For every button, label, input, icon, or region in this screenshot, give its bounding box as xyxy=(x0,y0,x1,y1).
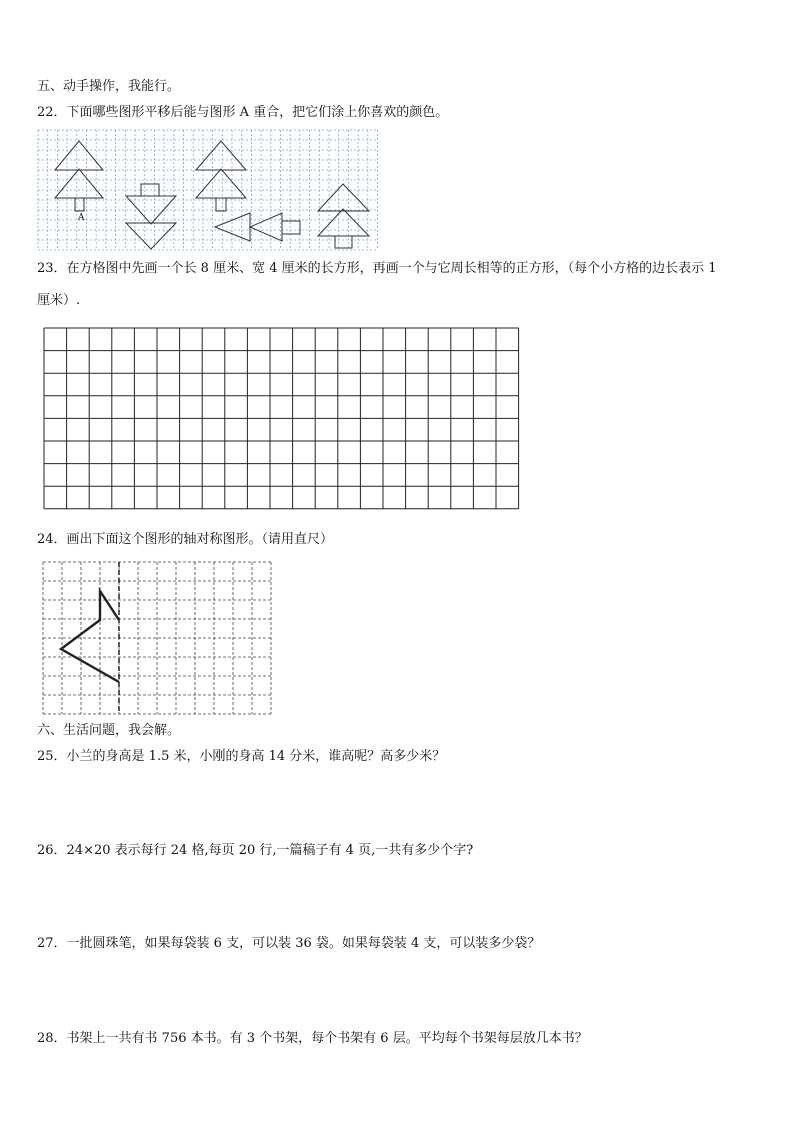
question-27-number: 27． xyxy=(37,936,67,951)
shape-translated xyxy=(196,141,246,211)
question-22-number: 22． xyxy=(37,105,67,120)
section-6-title xyxy=(37,722,180,740)
question-26-number: 26． xyxy=(37,843,67,858)
shape-right-copy xyxy=(318,184,369,248)
question-22-text: 下面哪些图形平移后能与图形 A 重合，把它们涂上你喜欢的颜色。 xyxy=(66,105,449,120)
question-23-text-line2: 厘米）. xyxy=(37,293,81,308)
question-27 xyxy=(37,935,540,953)
question-26 xyxy=(37,842,473,860)
question-26-text: 24×20 表示每行 24 格,每页 20 行,一篇稿子有 4 页,一共有多少个字? xyxy=(66,843,474,858)
question-24 xyxy=(37,531,333,549)
question-23-continued xyxy=(37,292,80,310)
square-grid-23[interactable] xyxy=(43,327,523,511)
question-27-text: 一批圆珠笔，如果每袋装 6 支，可以装 36 袋。如果每袋装 4 支，可以装多少袋？ xyxy=(66,936,541,951)
question-23-number: 23． xyxy=(37,261,67,276)
question-25 xyxy=(37,748,445,766)
section-5-title xyxy=(37,78,180,96)
question-25-number: 25． xyxy=(37,749,67,764)
translation-grid-figure xyxy=(37,129,388,251)
dashed-grid-22 xyxy=(38,130,378,250)
question-22 xyxy=(37,104,448,122)
symmetry-grid-24[interactable] xyxy=(41,560,273,716)
question-24-text: 画出下面这个图形的轴对称图形。（请用直尺） xyxy=(66,532,334,547)
shape-flipped xyxy=(126,184,176,249)
section-5-title-text: 五、动手操作，我能行。 xyxy=(37,79,181,94)
question-24-number: 24． xyxy=(37,532,67,547)
question-28-number: 28． xyxy=(37,1031,67,1046)
question-23 xyxy=(37,260,717,278)
question-28 xyxy=(37,1030,588,1048)
question-23-text-line1: 在方格图中先画一个长 8 厘米、宽 4 厘米的长方形，再画一个与它周长相等的正方形，（每个小方格的边长表示 1 xyxy=(66,261,717,276)
shape-rotated xyxy=(215,213,300,241)
half-shape xyxy=(61,591,119,682)
section-6-title-text: 六、生活问题，我会解。 xyxy=(37,723,181,738)
question-25-text: 小兰的身高是 1.5 米，小刚的身高 14 分米，谁高呢？高多少米？ xyxy=(66,749,446,764)
question-28-text: 书架上一共有书 756 本书。有 3 个书架，每个书架有 6 层。平均每个书架每层放几本书？ xyxy=(66,1031,588,1046)
shape-a-label: A xyxy=(78,213,85,223)
